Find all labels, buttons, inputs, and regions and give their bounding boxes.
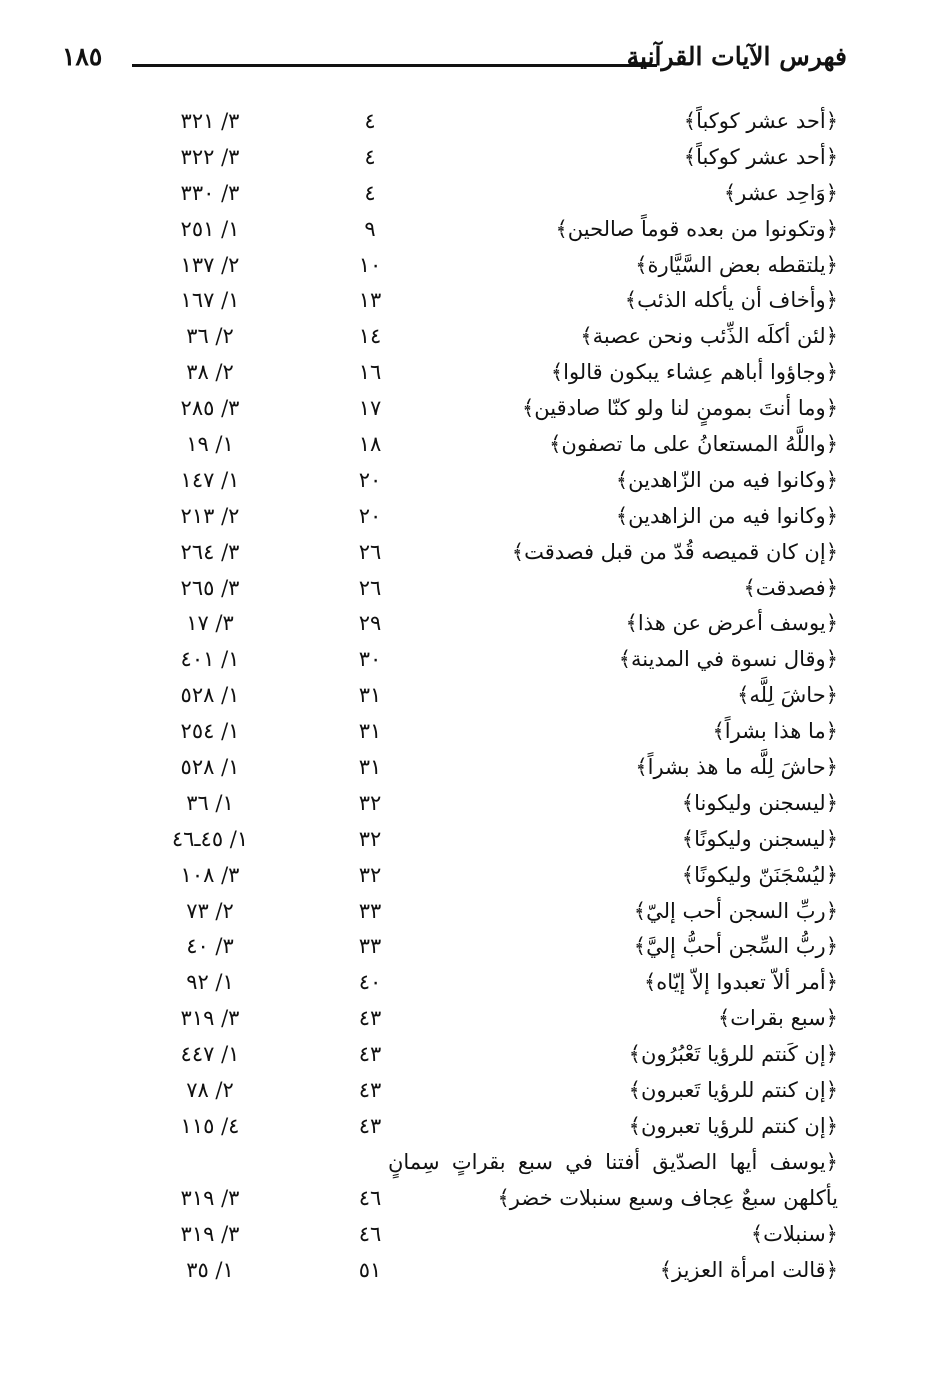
verse-number: ٣٢ [358,826,382,851]
index-row [0,1073,935,1109]
verse-text: ﴿يوسف أيها الصدّيق أفتنا في سبع بقراتٍ سِمانٍ يأكلهن سبعٌ عِجاف وسبع سنبلات خضر﴾ [388,1149,838,1210]
index-row [0,1037,935,1073]
index-row [0,212,935,248]
verse-text: ﴿ليسجنن وليكونًا﴾ [681,826,838,851]
verse-number: ٣٣ [358,898,382,923]
verse-text: ﴿وأخاف أن يأكله الذئب﴾ [624,288,838,313]
index-row [0,1001,935,1037]
index-row [0,606,935,642]
index-row [0,1217,935,1253]
index-row [0,535,935,571]
verse-number: ١٦ [358,360,382,385]
verse-text: ﴿ربِّ السجن أحب إليّ﴾ [633,898,838,923]
volume-page-reference: ٣/ ٣١٩ [180,1221,240,1246]
volume-page-reference: ١/ ٥٢٨ [180,683,240,708]
verse-number: ١٤ [358,324,382,349]
verse-number: ٣٠ [358,647,382,672]
volume-page-reference: ٣/ ٢٨٥ [180,396,240,421]
verse-text: ﴿قالت امرأة العزيز﴾ [659,1257,838,1282]
verse-number: ٤٦ [358,1185,382,1210]
verse-number: ٣٣ [358,934,382,959]
verse-number: ١٠ [358,252,382,277]
volume-page-reference: ١/ ١٩ [186,432,234,457]
verse-number: ٣٢ [358,862,382,887]
verse-text: ﴿وما أنتَ بمومنٍ لنا ولو كنّا صادقين﴾ [521,396,838,421]
verse-text: ﴿فصدقت﴾ [743,575,838,600]
verse-number: ٣١ [358,719,382,744]
index-row [0,427,935,463]
verse-text: ﴿سنبلات﴾ [750,1221,838,1246]
verse-text: ﴿واللَّهُ المستعانُ على ما تصفون﴾ [549,432,838,457]
verse-text: ﴿أمر ألاّ تعبدوا إلاّ إيّاه﴾ [644,970,838,995]
volume-page-reference: ١/ ١٦٧ [180,288,240,313]
verse-number: ٥١ [358,1257,382,1282]
verse-text: ﴿ما هذا بشراً﴾ [712,719,838,744]
verse-number: ٩ [364,216,376,241]
index-row [0,499,935,535]
index-row [0,283,935,319]
verse-text: ﴿ليُسْجَنَنّ وليكونًا﴾ [681,862,838,887]
volume-page-reference: ٣/ ٣٣٠ [180,180,240,205]
verse-number: ٤٦ [358,1221,382,1246]
verse-number: ١٣ [358,288,382,313]
volume-page-reference: ١/ ١٤٧ [180,467,240,492]
header-rule [132,64,657,67]
verse-text: ﴿ليسجنن وليكونا﴾ [681,790,838,815]
verse-number: ٤ [364,109,376,133]
volume-page-reference: ١/ ٤٥ـ٤٦ [171,826,249,851]
verse-number: ٤ [364,180,376,205]
verse-text: ﴿حاشَ لِلَّه﴾ [737,683,838,708]
verse-number: ٤ [364,144,376,169]
verse-number: ٤٠ [358,970,382,995]
verse-number: ٤٣ [358,1006,382,1031]
index-row [0,355,935,391]
volume-page-reference: ٣/ ٢٦٤ [180,539,240,564]
volume-page-reference: ١/ ٣٥ [186,1257,234,1282]
verse-number: ٣٢ [358,790,382,815]
verse-number: ٢٦ [358,575,382,600]
volume-page-reference: ٣/ ٤٠ [186,934,234,959]
verse-number: ٤٣ [358,1113,382,1138]
index-row [0,678,935,714]
volume-page-reference: ٣/ ٣١٩ [180,1006,240,1031]
volume-page-reference: ١/ ٥٢٨ [180,755,240,780]
verse-text: ﴿ربُّ السِّجن أحبُّ إليَّ﴾ [633,934,838,959]
verse-number: ١٨ [358,432,382,457]
index-row [0,642,935,678]
index-row [0,786,935,822]
verse-number: ٣١ [358,755,382,780]
verse-text: ﴿إن كنتم للرؤيا تَعبرون﴾ [628,1078,838,1103]
index-row [0,894,935,930]
volume-page-reference: ٣/ ١٧ [186,611,234,636]
index-row [0,248,935,284]
verse-text: ﴿إن كان قميصه قُدّ من قبل فصدقت﴾ [511,539,838,564]
verse-text: ﴿إن كَنتم للرؤيا تَعْبُرُون﴾ [628,1042,838,1067]
verse-number: ٢٠ [358,503,382,528]
index-row [0,965,935,1001]
volume-page-reference: ٢/ ٢١٣ [180,503,240,528]
volume-page-reference: ١/ ٢٥٤ [180,719,240,744]
verse-number: ٢٠ [358,467,382,492]
index-row [0,750,935,786]
index-row [0,822,935,858]
page-number: ١٨٥ [62,42,103,71]
page-header [62,40,847,80]
volume-page-reference: ٤/ ١١٥ [180,1113,240,1138]
volume-page-reference: ١/ ٤٠١ [180,647,240,672]
volume-page-reference: ٣/ ١٠٨ [180,862,240,887]
verse-text: ﴿وتكونوا من بعده قوماً صالحين﴾ [555,216,838,241]
verse-number: ٢٩ [358,611,382,636]
volume-page-reference: ١/ ٤٤٧ [180,1042,240,1067]
index-row [0,929,935,965]
verse-index-list [0,104,935,1288]
verse-number: ٤٣ [358,1042,382,1067]
index-row [0,1145,935,1217]
volume-page-reference: ٣/ ٣٢٢ [180,144,240,169]
volume-page-reference: ١/ ٢٥١ [180,216,240,241]
verse-text: ﴿وقال نسوة في المدينة﴾ [618,647,838,672]
page-title: فهرس الآيات القرآنية [626,42,847,71]
index-row [0,714,935,750]
verse-text: ﴿وكانوا فيه من الزّاهدين﴾ [615,467,838,492]
volume-page-reference: ٣/ ٢٦٥ [180,575,240,600]
volume-page-reference: ٢/ ٧٣ [186,898,234,923]
volume-page-reference: ٢/ ١٣٧ [180,252,240,277]
volume-page-reference: ٢/ ٣٨ [186,360,234,385]
verse-number: ٤٣ [358,1078,382,1103]
verse-number: ٢٦ [358,539,382,564]
verse-text: ﴿أحد عشر كوكباً﴾ [683,109,838,133]
verse-text: ﴿حاشَ لِلَّه ما هذ بشراً﴾ [635,755,838,780]
index-row [0,319,935,355]
verse-text: ﴿سبع بقرات﴾ [717,1006,838,1031]
verse-text: ﴿وجاؤوا أباهم عِشاء يبكون قالوا﴾ [550,360,838,385]
index-row [0,571,935,607]
volume-page-reference: ٢/ ٧٨ [186,1078,234,1103]
index-row [0,176,935,212]
volume-page-reference: ٣/ ٣٢١ [180,109,240,133]
index-row [0,1253,935,1289]
index-row [0,104,935,140]
index-row [0,140,935,176]
volume-page-reference: ١/ ٩٢ [186,970,234,995]
verse-number: ١٧ [358,396,382,421]
volume-page-reference: ٣/ ٣١٩ [180,1185,240,1210]
verse-text: ﴿يوسف أعرض عن هذا﴾ [625,611,838,636]
verse-text: ﴿إن كنتم للرؤيا تعبرون﴾ [628,1113,838,1138]
volume-page-reference: ٢/ ٣٦ [186,324,234,349]
verse-text: ﴿وكانوا فيه من الزاهدين﴾ [615,503,838,528]
index-row [0,858,935,894]
index-row [0,391,935,427]
index-row [0,1109,935,1145]
verse-text: ﴿يلتقطه بعض السَّيَّارة﴾ [635,252,838,277]
verse-number: ٣١ [358,683,382,708]
verse-text: ﴿وَاحِد عشر﴾ [723,180,838,205]
verse-text: ﴿أحد عشر كوكباً﴾ [683,144,838,169]
volume-page-reference: ١/ ٣٦ [186,790,234,815]
index-row [0,463,935,499]
verse-text: ﴿لئن أكلَه الذِّئب ونحن عصبة﴾ [580,324,838,349]
